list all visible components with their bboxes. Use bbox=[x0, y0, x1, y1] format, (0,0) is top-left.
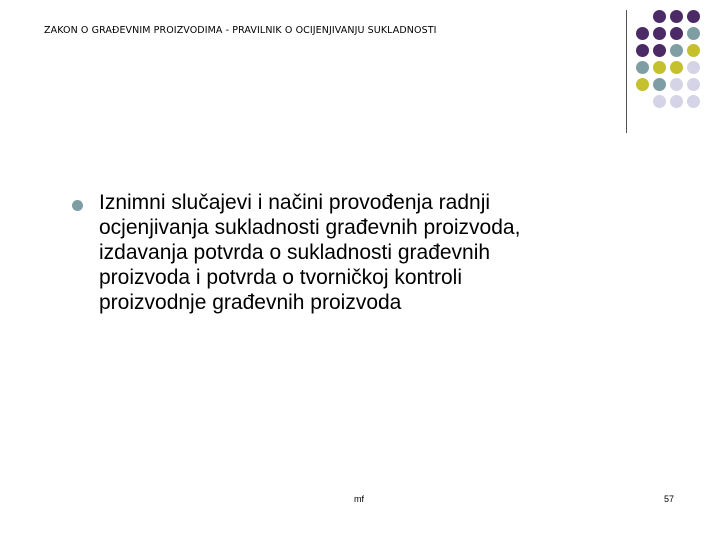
decorative-dot bbox=[687, 95, 700, 108]
bullet-dot-icon bbox=[72, 200, 83, 211]
decorative-dot bbox=[670, 44, 683, 57]
decorative-dot bbox=[670, 61, 683, 74]
decorative-dot bbox=[687, 44, 700, 57]
decorative-dot bbox=[670, 10, 683, 23]
decorative-dot bbox=[636, 44, 649, 57]
decorative-dot bbox=[687, 10, 700, 23]
decorative-dot bbox=[653, 95, 666, 108]
bullet-text bbox=[99, 190, 659, 315]
decorative-dot bbox=[653, 10, 666, 23]
decorative-dot bbox=[636, 27, 649, 40]
bullet-text-line: izdavanja potvrda o sukladnosti građevnih bbox=[99, 241, 491, 264]
decorative-dot bbox=[653, 27, 666, 40]
decorative-dot bbox=[687, 78, 700, 91]
decorative-dot bbox=[636, 78, 649, 91]
bullet-text-line: proizvodnje građevnih proizvoda bbox=[99, 291, 402, 314]
decorative-dot bbox=[636, 61, 649, 74]
decorative-dot bbox=[687, 27, 700, 40]
footer-page-number: 57 bbox=[664, 494, 675, 504]
decorative-dot bbox=[653, 44, 666, 57]
decorative-dot bbox=[687, 61, 700, 74]
decorative-dot bbox=[670, 27, 683, 40]
decorative-dot-grid bbox=[636, 10, 716, 120]
footer-author: mf bbox=[354, 494, 364, 504]
decorative-dot bbox=[670, 95, 683, 108]
decorative-dot bbox=[670, 78, 683, 91]
bullet-text-line: proizvoda i potvrda o tvorničkoj kontroli bbox=[99, 266, 463, 289]
divider-line bbox=[626, 10, 627, 133]
decorative-dot bbox=[653, 61, 666, 74]
bullet-text-line: Iznimni slučajevi i načini provođenja radnji bbox=[99, 191, 491, 214]
bullet-text-line: ocjenjivanja sukladnosti građevnih proizvoda, bbox=[99, 216, 521, 239]
slide-header: ZAKON O GRAĐEVNIM PROIZVODIMA - PRAVILNIK O OCIJENJIVANJU SUKLADNOSTI bbox=[44, 25, 437, 36]
decorative-dot bbox=[653, 78, 666, 91]
